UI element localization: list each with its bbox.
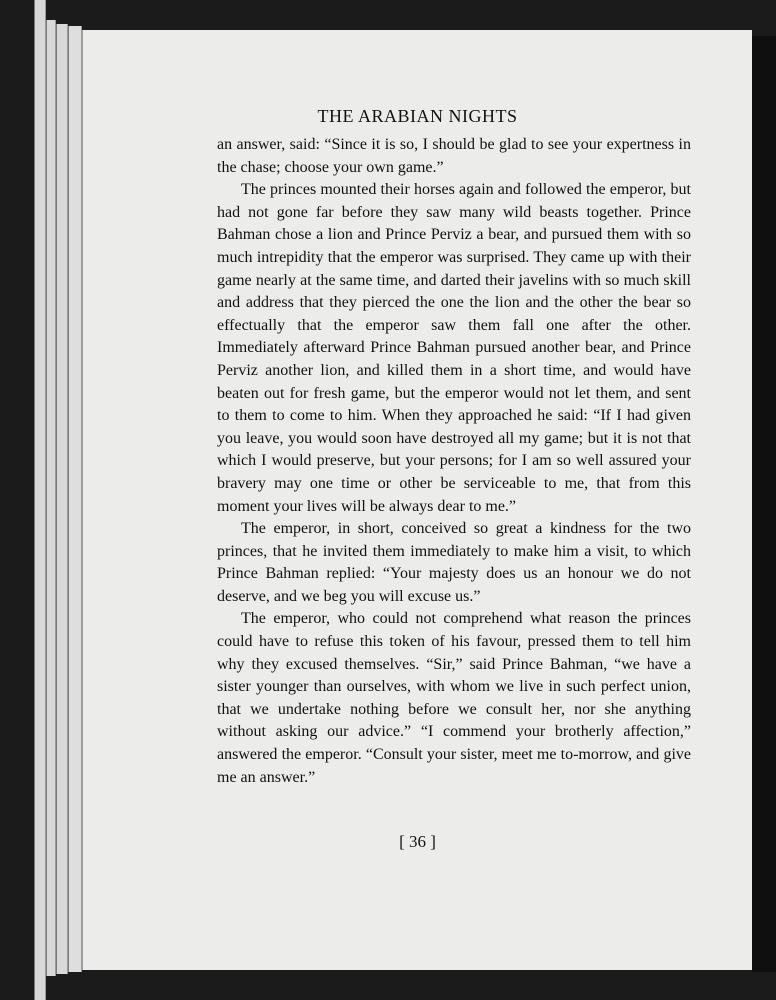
running-head: THE ARABIAN NIGHTS — [317, 106, 518, 126]
page-edge — [46, 20, 56, 976]
paragraph: The emperor, in short, conceived so great a kindness for the two princes, that he invited them immediately to make him a visit, to which Prince Bahman replied: “Your majesty does us an honour we do not deserve, and we beg you will excuse us.” — [217, 520, 691, 605]
paragraph: an answer, said: “Since it is so, I should be glad to see your expertness in the chase; choose your own game.” — [217, 136, 691, 176]
paragraph: The emperor, who could not comprehend what reason the princes could have to refuse this token of his favour, pressed them to tell him why they excused themselves. “Sir,” said Prince Bahman, “we have a sister younger than ourselves, with whom we live in such perfect union, that we undertake nothing before we consult her, nor she anything without asking our advice.” “I commend your brotherly affection,” answered the emperor. “Consult your sister, meet me to-morrow, and give me an answer.” — [217, 610, 691, 786]
page-number: [ 36 ] — [399, 832, 436, 851]
book-page — [82, 30, 752, 970]
paragraph: The princes mounted their horses again and followed the emperor, but had not gone far before they saw many wild beasts together. Prince Bahman chose a lion and Prince Perviz a bear, and pursued them with so much intrepidity that the emperor was surprised. They came up with their game nearly at the same time, and darted their javelins with so much skill and address that they pierced the one the lion and the other the bear so effectually that the emperor saw them fall one after the other. Immediately afterward Prince Bahman pursued another bear, and Prince Perviz another lion, and killed them in a short time, and would have beaten out for fresh game, but the emperor would not let them, and sent to them to come to him. When they approached he said: “If I had given you leave, you would soon have destroyed all my game; but it is not that which I would preserve, but your persons; for I am so well assured your bravery may one time or other be serviceable to me, that from this moment your lives will be always dear to me.” — [217, 181, 691, 515]
page-edge — [34, 0, 46, 1000]
body-text — [217, 134, 691, 789]
page-edge — [56, 24, 68, 974]
page-edge — [68, 26, 82, 972]
page-shadow — [752, 36, 776, 972]
